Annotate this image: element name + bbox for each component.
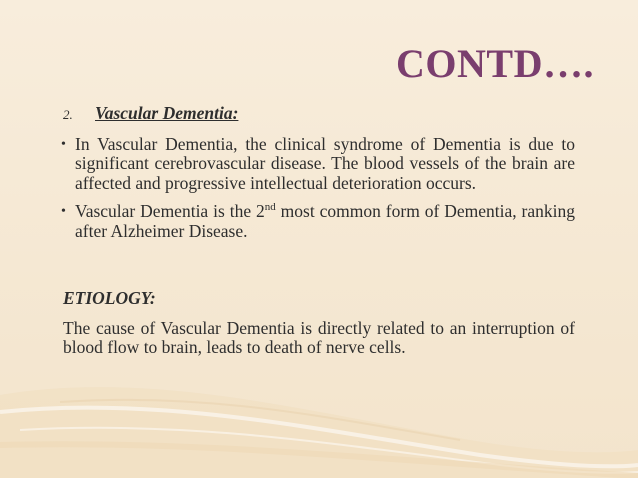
bullet-text-end: most common form of Dementia, ranking after Alzheimer Disease. bbox=[75, 201, 576, 241]
section-heading bbox=[63, 104, 575, 125]
bullet-marker: • bbox=[61, 136, 66, 152]
etiology-paragraph: The cause of Vascular Dementia is directly related to an interruption of blood flow to brain, leads to death of nerve cells. bbox=[63, 317, 575, 357]
bullet-marker: • bbox=[61, 204, 66, 219]
etiology-heading: ETIOLOGY: bbox=[63, 288, 156, 308]
section-title: Vascular Dementia: bbox=[95, 103, 239, 123]
bullet-item-2 bbox=[63, 202, 575, 241]
bullet-text-start: Vascular Dementia is the 2 bbox=[75, 201, 265, 221]
slide-content bbox=[63, 104, 575, 358]
section-number: 2. bbox=[63, 107, 73, 122]
bullet-text: In Vascular Dementia, the clinical syndrome of Dementia is due to significant cerebrovascular disease. The blood vessels of the brain are affected and progressive intellectual deterioration occurs. bbox=[75, 133, 575, 193]
ordinal-superscript: nd bbox=[264, 201, 276, 214]
bullet-item-1 bbox=[63, 135, 575, 194]
slide-title: CONTD…. bbox=[396, 41, 594, 86]
